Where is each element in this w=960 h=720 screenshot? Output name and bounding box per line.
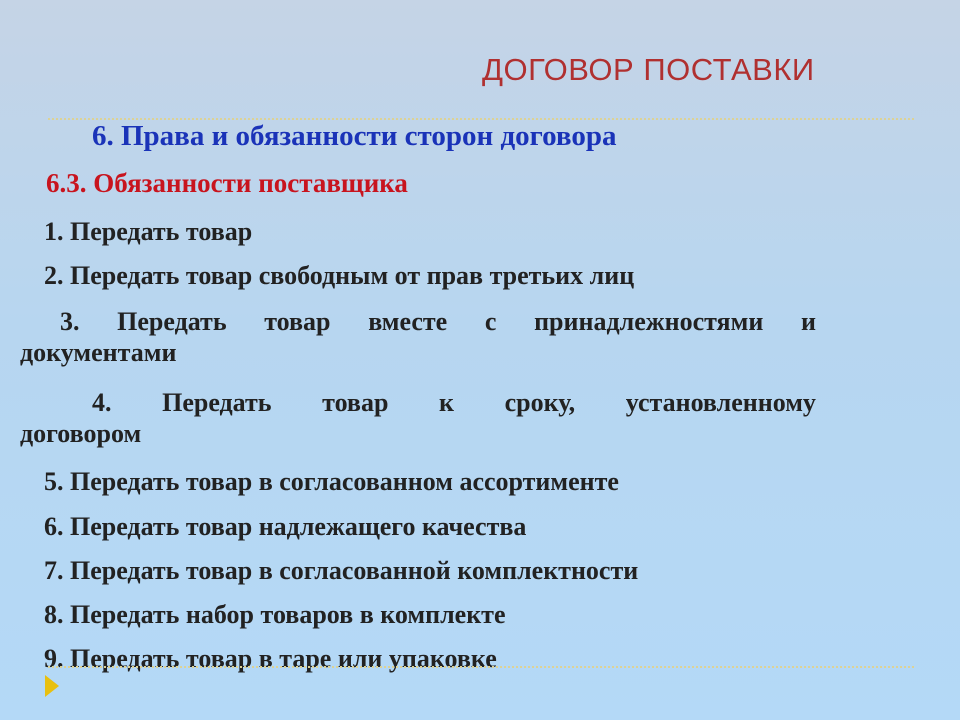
list-item-3-line-2: документами xyxy=(20,338,177,367)
arrow-right-icon[interactable] xyxy=(45,675,59,697)
list-item-3 xyxy=(20,306,816,368)
list-item-4-line-1 xyxy=(20,387,816,418)
word: к xyxy=(439,388,455,417)
list-item-4-line-2: договором xyxy=(20,419,142,448)
slide-title: ДОГОВОР ПОСТАВКИ xyxy=(482,52,815,87)
list-item-5: 5. Передать товар в согласованном ассортименте xyxy=(44,467,619,496)
word: Передать xyxy=(117,307,227,336)
subsection-heading: 6.3. Обязанности поставщика xyxy=(46,168,408,198)
word: Передать xyxy=(162,388,272,417)
word: сроку, xyxy=(504,388,576,417)
word: установленному xyxy=(625,388,816,417)
word: 4. xyxy=(92,388,112,417)
list-item-3-line-1 xyxy=(20,306,816,337)
word: принадлежностями xyxy=(534,307,764,336)
word: и xyxy=(800,307,816,336)
word: с xyxy=(484,307,497,336)
list-item-2: 2. Передать товар свободным от прав третьих лиц xyxy=(44,261,635,290)
list-item-1: 1. Передать товар xyxy=(44,217,253,246)
section-heading: 6. Права и обязанности сторон договора xyxy=(92,120,617,152)
list-item-7: 7. Передать товар в согласованной комплектности xyxy=(44,556,639,585)
list-item-6: 6. Передать товар надлежащего качества xyxy=(44,512,527,541)
word: 3. xyxy=(60,307,80,336)
list-item-8: 8. Передать набор товаров в комплекте xyxy=(44,600,506,629)
word: вместе xyxy=(368,307,448,336)
list-item-9: 9. Передать товар в таре или упаковке xyxy=(44,644,497,673)
list-item-4 xyxy=(20,387,816,449)
bottom-divider xyxy=(48,666,914,668)
word: товар xyxy=(322,388,389,417)
word: товар xyxy=(264,307,331,336)
